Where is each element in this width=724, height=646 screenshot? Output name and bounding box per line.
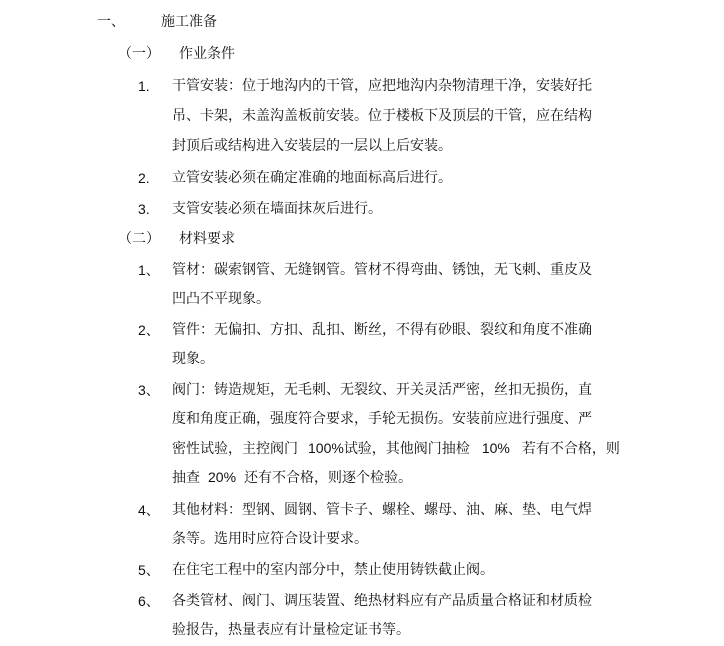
item-text-line bbox=[172, 467, 412, 488]
item-text-line: 验报告，热量表应有计量检定证书等。 bbox=[172, 622, 410, 638]
item-number: 1. bbox=[138, 78, 150, 94]
item-number: 2. bbox=[138, 170, 150, 186]
item-number: 4、 bbox=[138, 502, 160, 518]
text-segment: 试验，其他阀门抽检 bbox=[343, 441, 470, 457]
item-text-line: 其他材料：型钢、圆钢、管卡子、螺栓、螺母、油、麻、垫、电气焊 bbox=[172, 502, 592, 518]
text-segment: 密性试验，主控阀门 bbox=[172, 441, 298, 457]
item-text-line: 管材：碳索钢管、无缝钢管。管材不得弯曲、锈蚀，无飞刺、重皮及 bbox=[172, 262, 592, 278]
item-text-line: 现象。 bbox=[172, 351, 214, 367]
item-text-line: 立管安装必须在确定准确的地面标高后进行。 bbox=[172, 170, 452, 186]
item-number: 2、 bbox=[138, 322, 160, 338]
item-text-line: 凹凸不平现象。 bbox=[172, 291, 270, 307]
item-text-line: 吊、卡架，未盖沟盖板前安装。位于楼板下及顶层的干管，应在结构 bbox=[172, 108, 592, 124]
subsection-marker-2: （二） bbox=[118, 231, 160, 247]
item-number: 5、 bbox=[138, 562, 160, 578]
subsection-title-1: 作业条件 bbox=[179, 46, 235, 62]
item-text-line: 封顶后或结构进入安装层的一层以上后安装。 bbox=[172, 138, 452, 154]
text-segment: 抽查 bbox=[172, 470, 200, 486]
section-title: 施工准备 bbox=[161, 14, 217, 30]
item-text-line: 支管安装必须在墙面抹灰后进行。 bbox=[172, 201, 382, 217]
item-number: 3. bbox=[138, 201, 150, 217]
item-text-line: 干管安装：位于地沟内的干管，应把地沟内杂物清理干净，安装好托 bbox=[172, 78, 592, 94]
item-text-line: 阀门：铸造规矩，无毛刺、无裂纹、开关灵活严密，丝扣无损伤，直 bbox=[172, 382, 592, 398]
item-text-line: 度和角度正确，强度符合要求，手轮无损伤。安装前应进行强度、严 bbox=[172, 411, 592, 427]
item-number: 3、 bbox=[138, 382, 160, 398]
item-text-line: 各类管材、阀门、调压装置、绝热材料应有产品质量合格证和材质检 bbox=[172, 593, 592, 609]
percent-value: 100% bbox=[308, 440, 344, 456]
item-text-line: 条等。选用时应符合设计要求。 bbox=[172, 531, 368, 547]
item-number: 1、 bbox=[138, 262, 160, 278]
subsection-title-2: 材料要求 bbox=[179, 231, 235, 247]
text-segment: 若有不合格，则 bbox=[521, 441, 620, 457]
item-text-line bbox=[172, 438, 620, 459]
section-marker: 一、 bbox=[97, 14, 125, 30]
percent-value: 10% bbox=[481, 440, 510, 456]
item-text-line: 管件：无偏扣、方扣、乱扣、断丝，不得有砂眼、裂纹和角度不准确 bbox=[172, 322, 592, 338]
item-text-line: 在住宅工程中的室内部分中，禁止使用铸铁截止阀。 bbox=[172, 562, 494, 578]
item-number: 6、 bbox=[138, 593, 160, 609]
percent-value: 20% bbox=[208, 469, 237, 485]
text-segment: 还有不合格，则逐个检验。 bbox=[244, 470, 413, 486]
subsection-marker-1: （一） bbox=[118, 46, 160, 62]
